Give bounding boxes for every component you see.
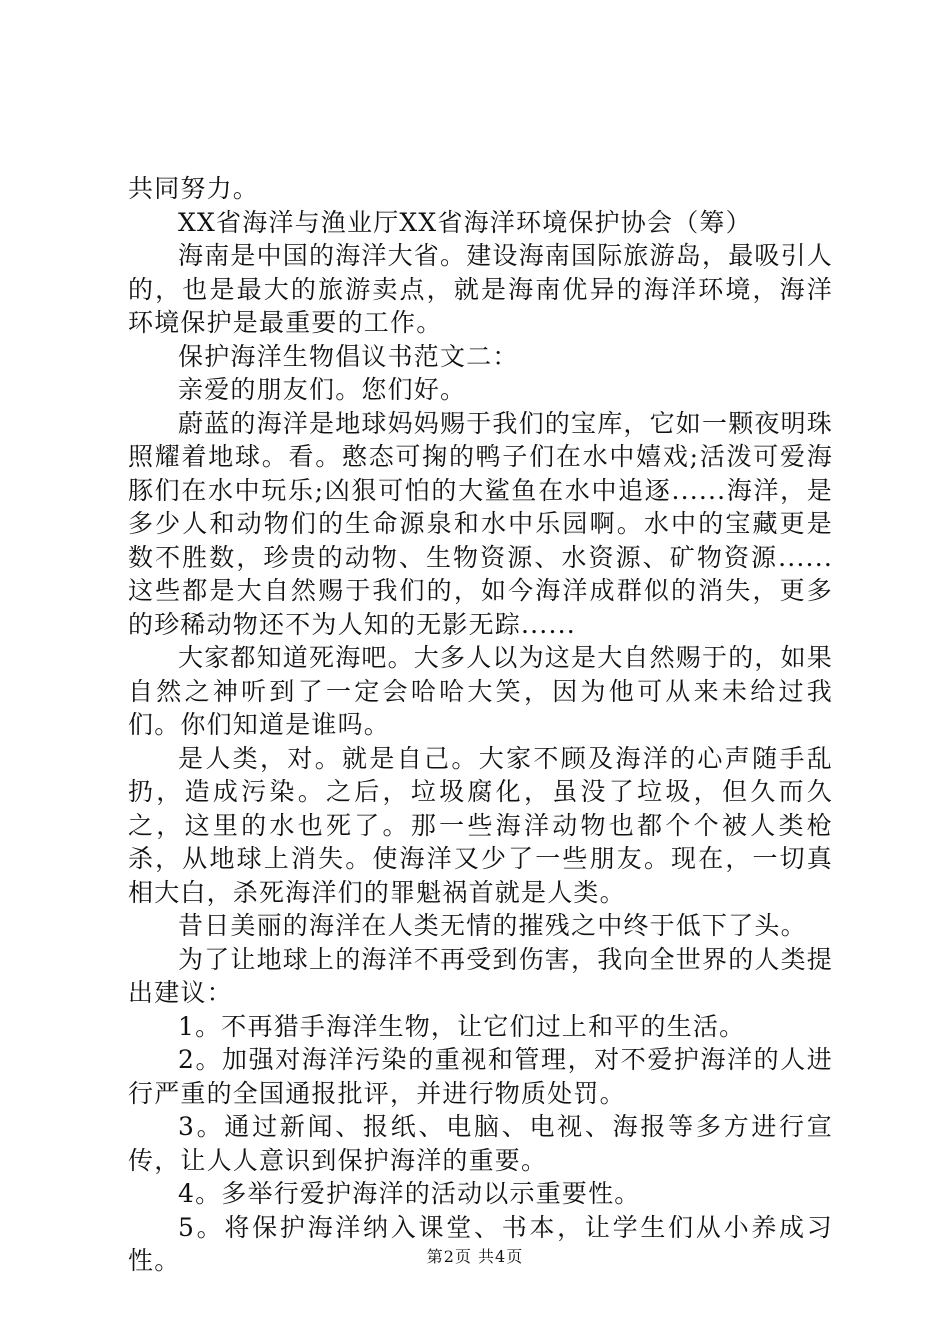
document-body: [128, 172, 833, 1278]
paragraph-continuation: 共同努力。: [128, 174, 260, 203]
paragraph-signature: XX省海洋与渔业厅XX省海洋环境保护协会（筹）: [178, 207, 752, 237]
paragraph-past-ocean: 昔日美丽的海洋在人类无情的摧残之中终于低下了头。: [178, 911, 807, 940]
paragraph-humans: 是人类，对。就是自己。大家不顾及海洋的心声随手乱扔，造成污染。之后，垃圾腐化，虽没了垃圾，但久而久之，这里的水也死了。那一些海洋动物也都个个被人类枪杀，从地球上消失。使海洋又少了一些朋友。现在，一切真相大白，杀死海洋们的罪魁祸首就是人类。: [128, 743, 833, 907]
page-footer: 第2页 共4页: [426, 1247, 524, 1266]
list-item: 1。不再猎手海洋生物，让它们过上和平的生活。: [178, 1011, 746, 1041]
paragraph-ocean-treasure: 蔚蓝的海洋是地球妈妈赐于我们的宝库，它如一颗夜明珠照耀着地球。看。憨态可掬的鸭子们在水中嬉戏;活泼可爱海豚们在水中玩乐;凶狠可怕的大鲨鱼在水中追逐......海洋，是多少人和动物们的生命源泉和水中乐园啊。水中的宝藏更是数不胜数，珍贵的动物、生物资源、水资源、矿物资源......这些都是大自然赐于我们的，如今海洋成群似的消失，更多的珍稀动物还不为人知的无影无踪......: [128, 408, 834, 639]
list-item: 5。将保护海洋纳入课堂、书本，让学生们从小养成习性。: [128, 1212, 833, 1275]
list-item: 2。加强对海洋污染的重视和管理，对不爱护海洋的人进行严重的全国通报批评，并进行物质处罚。: [128, 1045, 833, 1108]
paragraph-hainan: 海南是中国的海洋大省。建设海南国际旅游岛，最吸引人的，也是最大的旅游卖点，就是海南优异的海洋环境，海洋环境保护是最重要的工作。: [128, 241, 834, 337]
section-heading: 保护海洋生物倡议书范文二：: [178, 341, 519, 371]
paragraph-greeting: 亲爱的朋友们。您们好。: [178, 375, 467, 404]
paragraph-proposal-intro: 为了让地球上的海洋不再受到伤害，我向全世界的人类提出建议：: [128, 944, 834, 1007]
list-item: 3。通过新闻、报纸、电脑、电视、海报等多方进行宣传，让人人意识到保护海洋的重要。: [128, 1112, 833, 1175]
paragraph-dead-sea: 大家都知道死海吧。大多人以为这是大自然赐于的，如果自然之神听到了一定会哈哈大笑，因为他可从来未给过我们。你们知道是谁吗。: [128, 643, 834, 739]
list-item: 4。多举行爱护海洋的活动以示重要性。: [178, 1179, 641, 1208]
